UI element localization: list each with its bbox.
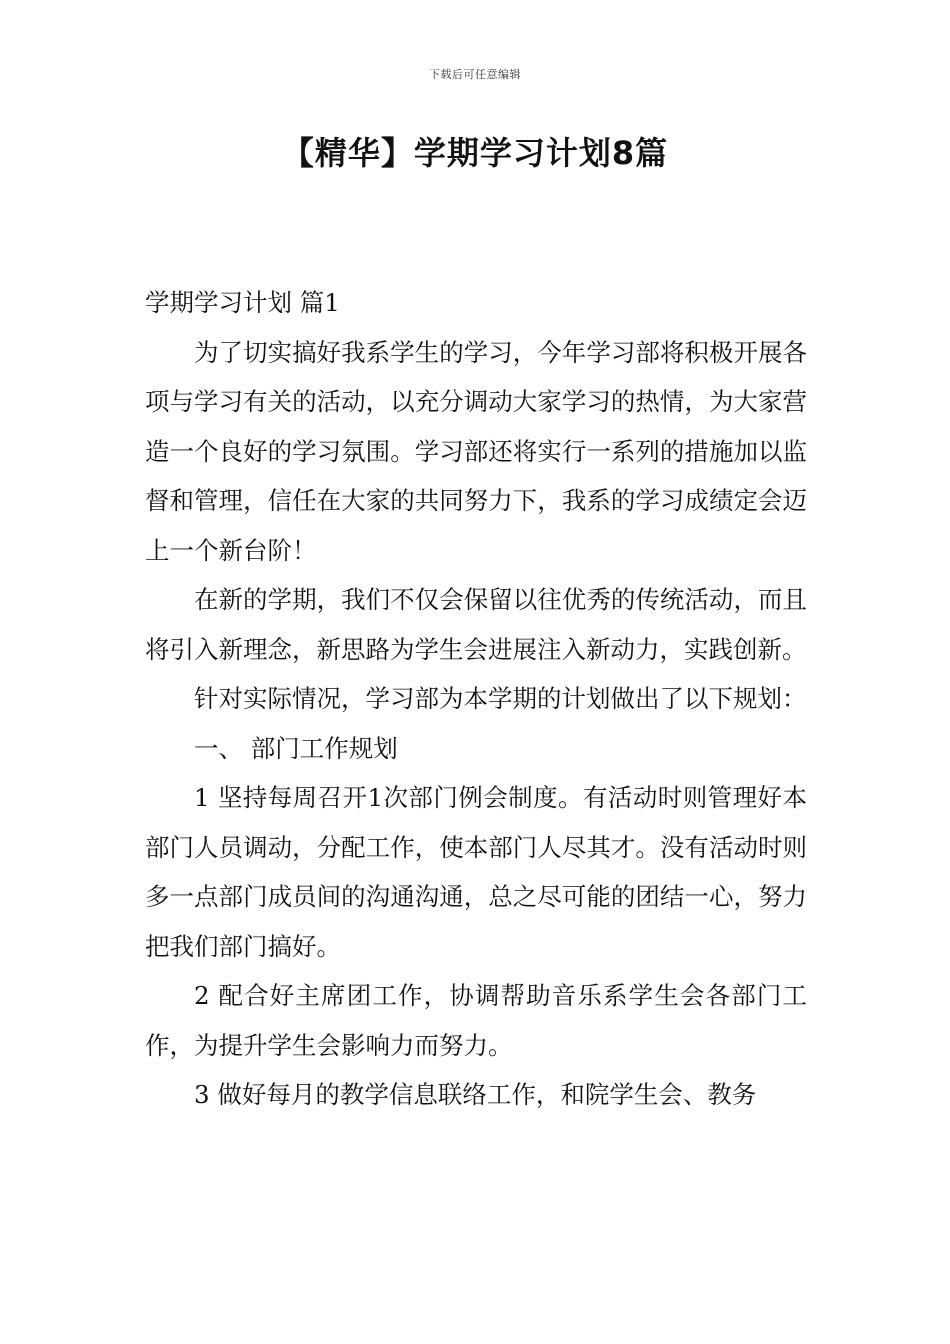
paragraph-new-semester: 在新的学期，我们不仅会保留以往优秀的传统活动，而且将引入新理念，新思路为学生会进展注入新动力，实践创新。	[145, 585, 807, 664]
header-note: 下载后可任意编辑	[429, 68, 521, 81]
list-item-1: 1 坚持每周召开1次部门例会制度。有活动时则管理好本部门人员调动，分配工作，使本部门人尽其才。没有活动时则多一点部门成员间的沟通沟通，总之尽可能的团结一心，努力把我们部门搞好。	[145, 783, 807, 961]
subheading-department-plan: 一、 部门工作规划	[194, 733, 398, 763]
list-item-2: 2 配合好主席团工作，协调帮助音乐系学生会各部门工作，为提升学生会影响力而努力。	[145, 981, 807, 1060]
document-body	[145, 278, 807, 1120]
paragraph-planning: 针对实际情况，学习部为本学期的计划做出了以下规划：	[194, 684, 807, 713]
section-heading: 学期学习计划 篇1	[145, 288, 340, 317]
document-title: 【精华】学期学习计划8篇	[281, 134, 669, 172]
paragraph-intro: 为了切实搞好我系学生的学习，今年学习部将积极开展各项与学习有关的活动，以充分调动大家学习的热情，为大家营造一个良好的学习氛围。学习部还将实行一系列的措施加以监督和管理，信任在大家的共同努力下，我系的学习成绩定会迈上一个新台阶！	[145, 337, 807, 565]
list-item-3: 3 做好每月的教学信息联络工作，和院学生会、教务	[194, 1080, 757, 1109]
